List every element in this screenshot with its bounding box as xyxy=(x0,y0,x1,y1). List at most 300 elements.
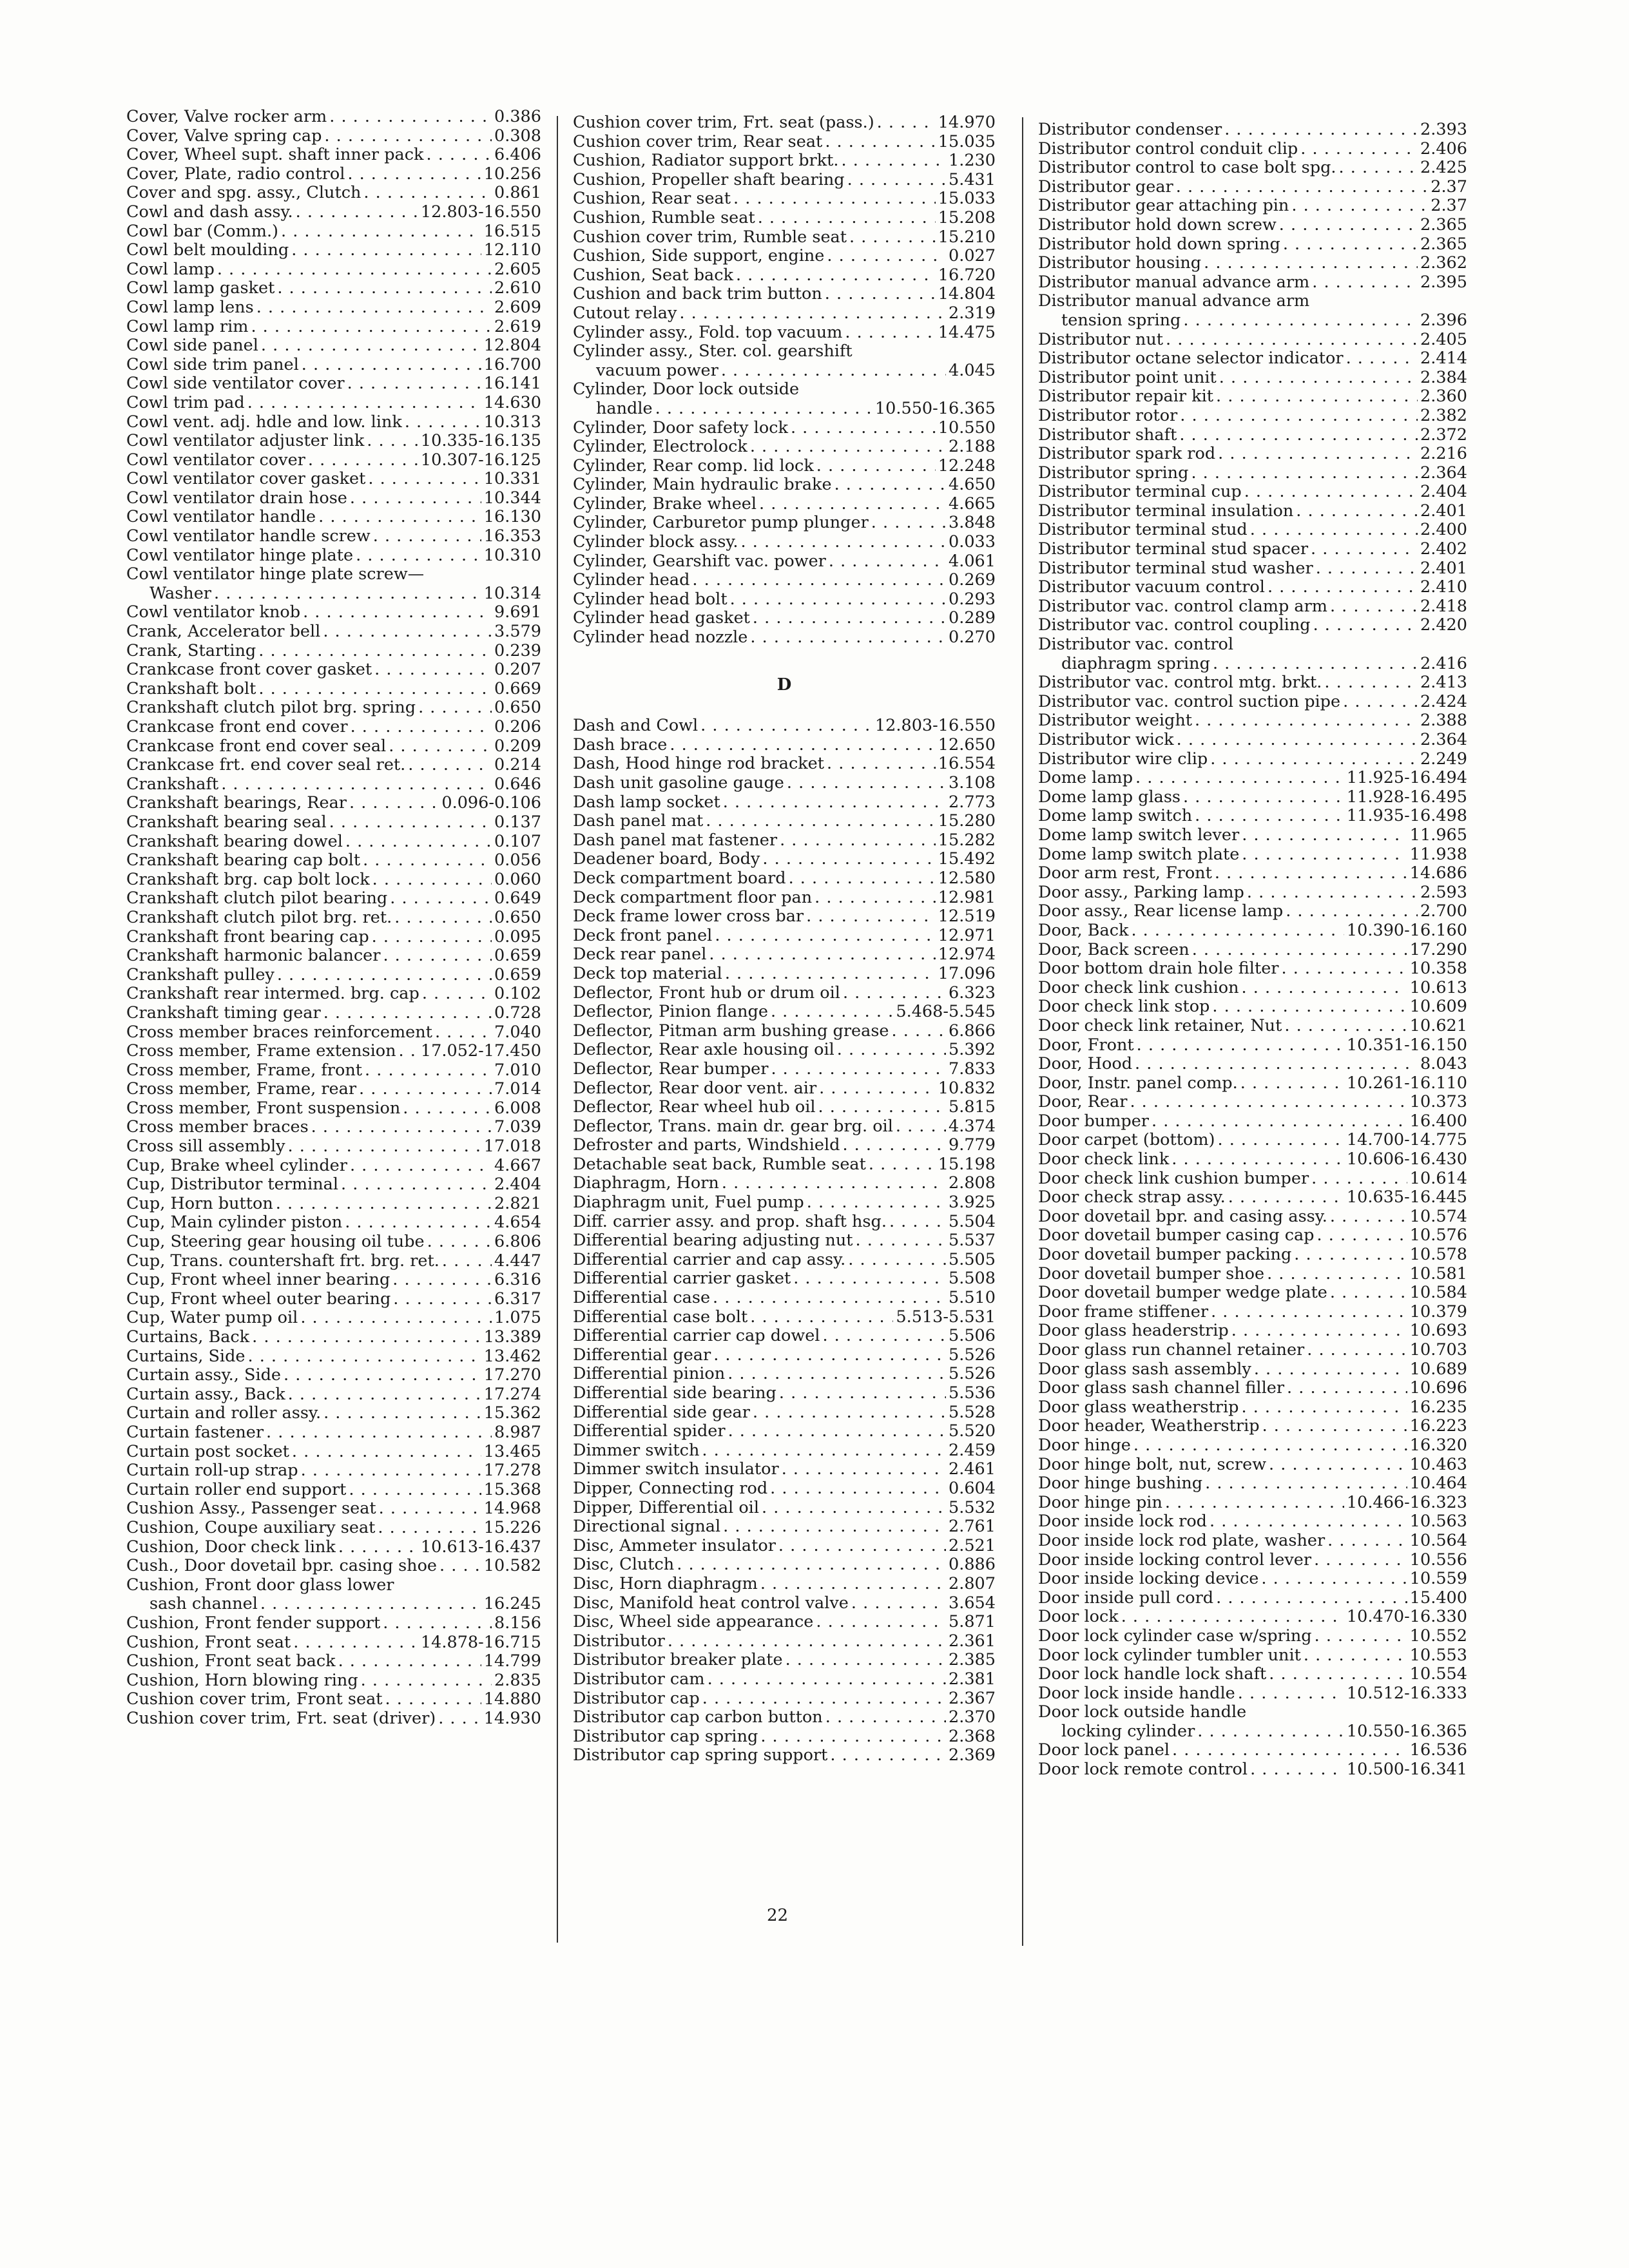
leader-dots xyxy=(830,1746,946,1765)
entry-term: Cushion cover trim, Frt. seat (driver) xyxy=(126,1708,436,1728)
entry-page-ref: 10.606-16.430 xyxy=(1346,1149,1467,1169)
entry-page-ref: 0.293 xyxy=(948,589,996,609)
index-entry xyxy=(573,495,996,514)
entry-page-ref: 2.414 xyxy=(1420,349,1467,369)
leader-dots xyxy=(1171,1150,1344,1169)
entry-term: Curtain roll-up strap xyxy=(126,1461,298,1481)
entry-page-ref: 10.613-16.437 xyxy=(420,1537,541,1557)
index-column-1 xyxy=(126,108,541,1728)
entry-term: Cushion cover trim, Frt. seat (pass.) xyxy=(573,113,874,132)
entry-term: Diaphragm, Horn xyxy=(573,1173,719,1193)
entry-page-ref: 2.835 xyxy=(494,1670,541,1690)
entry-term: Differential case xyxy=(573,1288,711,1308)
leader-dots xyxy=(1218,1131,1344,1150)
entry-term: handle xyxy=(596,398,653,418)
leader-dots xyxy=(260,1595,481,1614)
entry-term: Cushion cover trim, Rumble seat xyxy=(573,227,847,247)
entry-page-ref: 7.039 xyxy=(494,1117,541,1137)
leader-dots xyxy=(1316,559,1418,579)
leader-dots xyxy=(1262,1417,1407,1436)
index-entry xyxy=(573,552,996,572)
leader-dots xyxy=(825,1708,946,1727)
index-entry xyxy=(573,1555,996,1575)
entry-term: Crank, Starting xyxy=(126,640,256,660)
leader-dots xyxy=(1205,1474,1407,1494)
entry-term: Distributor spring xyxy=(1038,463,1189,483)
index-entry xyxy=(1038,769,1467,788)
index-entry xyxy=(126,108,541,127)
entry-page-ref: 7.833 xyxy=(948,1059,996,1079)
entry-page-ref: 6.317 xyxy=(494,1289,541,1309)
index-entry xyxy=(126,1004,541,1023)
leader-dots xyxy=(793,1269,946,1289)
leader-dots xyxy=(1268,578,1418,597)
entry-term: Distributor wick xyxy=(1038,730,1174,749)
index-entry xyxy=(1038,788,1467,807)
entry-term: Distributor shaft xyxy=(1038,425,1177,445)
leader-dots xyxy=(442,1252,492,1271)
index-entry xyxy=(1038,1036,1467,1055)
entry-page-ref: 5.513-5.531 xyxy=(896,1307,996,1327)
entry-page-ref: 15.033 xyxy=(938,189,996,209)
entry-term: Disc, Ammeter insulator xyxy=(573,1535,776,1555)
index-entry xyxy=(1038,521,1467,540)
index-entry xyxy=(126,356,541,375)
index-entry xyxy=(126,1080,541,1099)
entry-page-ref: 16.515 xyxy=(483,221,541,241)
leader-dots xyxy=(277,279,492,298)
entry-term: Cushion, Rumble seat xyxy=(573,207,755,227)
entry-term: Dash panel mat fastener xyxy=(573,830,778,850)
index-entry xyxy=(1038,1265,1467,1284)
entry-page-ref: 0.604 xyxy=(948,1478,996,1498)
entry-page-ref: 3.848 xyxy=(948,513,996,533)
index-entry xyxy=(573,285,996,304)
entry-page-ref: 14.700-14.775 xyxy=(1346,1130,1467,1150)
entry-page-ref: 12.110 xyxy=(483,240,541,260)
entry-term: Door lock cylinder tumbler unit xyxy=(1038,1645,1301,1665)
entry-term: Cup, Horn button xyxy=(126,1193,273,1213)
entry-page-ref: 6.866 xyxy=(948,1021,996,1041)
entry-term: Differential side bearing xyxy=(573,1383,776,1403)
leader-dots xyxy=(324,127,492,146)
index-entry xyxy=(1038,140,1467,159)
leader-dots xyxy=(1212,997,1407,1017)
entry-page-ref: 16.245 xyxy=(483,1594,541,1614)
index-entry xyxy=(573,1422,996,1441)
entry-page-ref: 2.413 xyxy=(1420,673,1467,693)
index-entry xyxy=(126,718,541,737)
entry-page-ref: 10.512-16.333 xyxy=(1346,1683,1467,1703)
leader-dots xyxy=(1204,254,1418,273)
entry-page-ref: 14.804 xyxy=(938,284,996,304)
leader-dots xyxy=(896,1117,946,1137)
index-entry xyxy=(126,527,541,546)
entry-page-ref: 0.056 xyxy=(494,850,541,870)
index-entry xyxy=(126,1175,541,1195)
entry-term: Cross member, Front suspension xyxy=(126,1098,401,1118)
index-entry xyxy=(1038,1474,1467,1494)
entry-page-ref: 2.761 xyxy=(948,1517,996,1537)
index-entry xyxy=(573,1689,996,1709)
entry-term: Cross member braces xyxy=(126,1117,309,1137)
index-entry xyxy=(573,1746,996,1765)
entry-page-ref: 17.018 xyxy=(483,1137,541,1157)
entry-page-ref: 11.925-16.494 xyxy=(1346,768,1467,788)
entry-term: Door bumper xyxy=(1038,1111,1149,1131)
leader-dots xyxy=(1130,1093,1407,1112)
index-entry xyxy=(573,889,996,908)
entry-page-ref: 2.396 xyxy=(1420,310,1467,330)
entry-page-ref: 10.344 xyxy=(483,488,541,508)
leader-dots xyxy=(276,1195,492,1214)
entry-page-ref: 2.384 xyxy=(1420,367,1467,387)
index-entry xyxy=(573,209,996,228)
entry-page-ref: 0.096-0.106 xyxy=(441,793,541,813)
entry-term: Cowl side panel xyxy=(126,336,258,356)
entry-term: Cylinder head bolt xyxy=(573,589,728,609)
leader-dots xyxy=(791,419,936,438)
entry-page-ref: 2.459 xyxy=(948,1440,996,1460)
leader-dots xyxy=(849,228,936,247)
index-entry xyxy=(573,1193,996,1213)
index-entry xyxy=(573,1174,996,1193)
entry-term: Cushion, Front seat xyxy=(126,1632,291,1652)
entry-page-ref: 2.400 xyxy=(1420,520,1467,540)
entry-term: Deadener board, Body xyxy=(573,849,760,869)
entry-term: Crankshaft bearing cap bolt xyxy=(126,850,361,870)
entry-term: Distributor gear xyxy=(1038,177,1173,197)
index-entry xyxy=(1038,120,1467,140)
leader-dots xyxy=(825,133,935,152)
leader-dots xyxy=(368,470,481,489)
entry-term: Cup, Trans. countershaft frt. brg. ret. xyxy=(126,1251,439,1271)
entry-page-ref: 2.521 xyxy=(948,1535,996,1555)
leader-dots xyxy=(670,736,935,755)
leader-dots xyxy=(389,737,492,756)
entry-page-ref: 0.646 xyxy=(494,774,541,794)
entry-term: Crankcase front end cover xyxy=(126,717,348,736)
index-entry xyxy=(126,698,541,718)
index-entry xyxy=(573,1060,996,1079)
leader-dots xyxy=(827,247,946,266)
leader-dots xyxy=(383,947,492,966)
entry-term: Door check strap assy. xyxy=(1038,1187,1226,1207)
leader-dots xyxy=(668,1632,946,1651)
entry-term: Disc, Clutch xyxy=(573,1555,675,1575)
entry-page-ref: 0.214 xyxy=(494,755,541,775)
entry-page-ref: 10.463 xyxy=(1409,1454,1467,1474)
entry-term: Crank, Accelerator bell xyxy=(126,622,321,642)
entry-term: Cushion, Front seat back xyxy=(126,1651,336,1671)
index-entry xyxy=(573,533,996,552)
entry-page-ref: 2.402 xyxy=(1420,539,1467,559)
index-entry xyxy=(1038,921,1467,941)
index-entry xyxy=(1038,464,1467,483)
entry-page-ref: 12.974 xyxy=(938,945,996,965)
entry-term: Deflector, Front hub or drum oil xyxy=(573,983,840,1003)
index-entry xyxy=(126,603,541,622)
leader-dots xyxy=(818,1098,946,1117)
entry-term: Cowl ventilator handle screw xyxy=(126,526,371,546)
leader-dots xyxy=(807,1193,946,1213)
index-entry xyxy=(1038,1283,1467,1303)
entry-term: Cover, Wheel supt. shaft inner pack xyxy=(126,145,424,165)
leader-dots xyxy=(1210,750,1418,769)
leader-dots xyxy=(786,1651,946,1670)
entry-term: Door glass run channel retainer xyxy=(1038,1340,1305,1360)
leader-dots xyxy=(1195,711,1418,731)
index-entry xyxy=(573,247,996,266)
leader-dots xyxy=(266,1423,492,1443)
entry-term: Cowl ventilator handle xyxy=(126,507,316,527)
leader-dots xyxy=(1284,1017,1407,1036)
entry-term: Cylinder head gasket xyxy=(573,608,750,628)
index-entry xyxy=(1038,1760,1467,1780)
index-entry xyxy=(1038,693,1467,712)
entry-page-ref: 5.505 xyxy=(948,1249,996,1269)
index-entry xyxy=(573,609,996,628)
entry-term: Differential case bolt xyxy=(573,1307,748,1327)
entry-term: Distributor vac. control coupling xyxy=(1038,615,1311,635)
leader-dots xyxy=(1327,1532,1407,1551)
entry-term: sash channel xyxy=(149,1594,258,1614)
index-entry xyxy=(126,1461,541,1481)
entry-page-ref: 6.316 xyxy=(494,1270,541,1290)
index-entry xyxy=(126,1404,541,1423)
leader-dots xyxy=(303,603,492,622)
entry-page-ref: 17.278 xyxy=(483,1461,541,1481)
leader-dots xyxy=(378,1519,481,1538)
leader-dots xyxy=(1330,1283,1407,1303)
entry-page-ref: 10.331 xyxy=(483,469,541,489)
index-entry xyxy=(1038,311,1467,331)
entry-page-ref: 10.584 xyxy=(1409,1283,1467,1303)
index-entry xyxy=(573,1269,996,1289)
index-entry xyxy=(126,1157,541,1176)
entry-term: Crankshaft clutch pilot bearing xyxy=(126,889,388,908)
entry-term: Cylinder, Carburetor pump plunger xyxy=(573,513,869,533)
index-entry xyxy=(1038,1589,1467,1608)
leader-dots xyxy=(753,609,946,628)
leader-dots xyxy=(1180,407,1418,426)
entry-page-ref: 5.504 xyxy=(948,1211,996,1231)
entry-page-ref: 2.188 xyxy=(948,437,996,457)
index-entry xyxy=(126,279,541,298)
entry-page-ref: 16.130 xyxy=(483,507,541,527)
index-entry xyxy=(1038,807,1467,826)
leader-dots xyxy=(725,965,936,984)
leader-dots xyxy=(392,1271,492,1290)
entry-page-ref: 16.536 xyxy=(1409,1740,1467,1760)
index-entry xyxy=(1038,426,1467,445)
entry-page-ref: 14.630 xyxy=(483,392,541,412)
index-column-2 xyxy=(573,113,996,1765)
entry-page-ref: 2.425 xyxy=(1420,158,1467,178)
index-entry xyxy=(126,1099,541,1119)
entry-term: Distributor spark rod xyxy=(1038,444,1216,464)
index-entry xyxy=(126,1671,541,1691)
index-entry xyxy=(126,1443,541,1462)
leader-dots xyxy=(323,622,492,642)
leader-dots xyxy=(770,1479,946,1499)
index-entry xyxy=(1038,559,1467,579)
entry-term: Door check link cushion bumper xyxy=(1038,1168,1309,1188)
leader-dots xyxy=(1179,426,1418,445)
entry-page-ref: 10.358 xyxy=(1409,959,1467,979)
entry-term: Dash, Hood hinge rod bracket xyxy=(573,754,825,774)
entry-term: Distributor hold down screw xyxy=(1038,215,1277,235)
leader-dots xyxy=(722,1174,946,1193)
leader-dots xyxy=(692,571,946,590)
entry-page-ref: 10.576 xyxy=(1409,1225,1467,1245)
leader-dots xyxy=(750,1308,893,1327)
leader-dots xyxy=(252,1328,481,1347)
index-entry xyxy=(573,1346,996,1365)
leader-dots xyxy=(383,1614,492,1633)
leader-dots xyxy=(730,590,946,610)
entry-term: Differential gear xyxy=(573,1345,711,1365)
entry-term: Crankshaft bearing seal xyxy=(126,812,327,832)
entry-term: Cup, Main cylinder piston xyxy=(126,1213,343,1233)
leader-dots xyxy=(1218,445,1418,464)
entry-term: Door dovetail bumper packing xyxy=(1038,1245,1292,1265)
entry-term: Dome lamp switch xyxy=(1038,806,1193,826)
entry-term: Cowl lamp xyxy=(126,259,215,279)
entry-page-ref: 10.466-16.323 xyxy=(1346,1492,1467,1512)
index-entry xyxy=(573,133,996,152)
index-entry xyxy=(573,590,996,610)
index-entry xyxy=(1038,502,1467,521)
entry-page-ref: 14.878-16.715 xyxy=(420,1632,541,1652)
index-entry xyxy=(573,266,996,285)
entry-term: Door assy., Parking lamp xyxy=(1038,882,1244,902)
leader-dots xyxy=(1135,1055,1418,1074)
index-entry xyxy=(1038,1321,1467,1341)
leader-dots xyxy=(848,1251,946,1270)
entry-page-ref: 3.108 xyxy=(948,773,996,793)
index-entry xyxy=(573,571,996,590)
entry-page-ref: 9.691 xyxy=(494,602,541,622)
entry-term: Cross member, Frame, rear xyxy=(126,1079,357,1099)
leader-dots xyxy=(1269,1456,1407,1475)
index-entry xyxy=(126,318,541,337)
index-entry xyxy=(1038,1188,1467,1207)
entry-term: Crankcase front cover gasket xyxy=(126,660,372,680)
entry-term: Door inside locking control lever xyxy=(1038,1550,1312,1570)
entry-term: Detachable seat back, Rumble seat xyxy=(573,1154,866,1174)
index-entry xyxy=(1038,1074,1467,1093)
entry-term: Distributor terminal stud spacer xyxy=(1038,539,1309,559)
entry-page-ref: 2.365 xyxy=(1420,234,1467,254)
entry-page-ref: 11.935-16.498 xyxy=(1346,806,1467,826)
index-entry xyxy=(126,1042,541,1061)
leader-dots xyxy=(349,794,439,813)
index-entry xyxy=(573,476,996,495)
index-entry xyxy=(126,851,541,870)
column-divider xyxy=(1022,117,1023,1946)
leader-dots xyxy=(713,1289,946,1308)
leader-dots xyxy=(750,628,946,648)
leader-dots xyxy=(1172,1741,1407,1760)
entry-term: Door glass sash channel filler xyxy=(1038,1378,1285,1398)
leader-dots xyxy=(1228,1188,1344,1207)
index-entry xyxy=(126,336,541,356)
entry-page-ref: 15.400 xyxy=(1409,1588,1467,1608)
leader-dots xyxy=(296,203,418,222)
index-entry-heading: Distributor vac. control xyxy=(1038,635,1234,655)
leader-dots xyxy=(1247,883,1418,903)
index-entry xyxy=(573,1537,996,1556)
leader-dots xyxy=(753,1403,946,1423)
entry-term: Door lock handle lock shaft xyxy=(1038,1664,1267,1684)
index-entry xyxy=(1038,959,1467,979)
index-entry xyxy=(573,304,996,323)
leader-dots xyxy=(256,298,492,318)
leader-dots xyxy=(816,457,936,476)
entry-term: Deflector, Rear wheel hub oil xyxy=(573,1097,816,1117)
index-entry xyxy=(1038,273,1467,293)
index-entry xyxy=(573,812,996,831)
entry-term: Distributor cap carbon button xyxy=(573,1707,823,1727)
entry-page-ref: 2.395 xyxy=(1420,272,1467,292)
entry-term: Door, Hood xyxy=(1038,1054,1133,1074)
entry-page-ref: 5.526 xyxy=(948,1364,996,1384)
entry-page-ref: 10.373 xyxy=(1409,1092,1467,1112)
index-entry xyxy=(126,241,541,260)
entry-page-ref: 2.401 xyxy=(1420,558,1467,578)
index-entry xyxy=(1038,1398,1467,1418)
entry-page-ref: 11.928-16.495 xyxy=(1346,787,1467,807)
entry-term: Differential pinion xyxy=(573,1364,726,1384)
entry-page-ref: 10.307-16.125 xyxy=(420,450,541,470)
leader-dots xyxy=(842,151,946,171)
index-entry xyxy=(1038,1512,1467,1532)
leader-dots xyxy=(845,323,935,343)
leader-dots xyxy=(1183,788,1344,807)
index-entry xyxy=(573,1308,996,1327)
leader-dots xyxy=(1269,1665,1407,1684)
index-entry xyxy=(1038,711,1467,731)
index-entry xyxy=(573,907,996,927)
entry-page-ref: 5.392 xyxy=(948,1040,996,1060)
entry-term: Distributor vac. control suction pipe xyxy=(1038,691,1341,711)
entry-page-ref: 10.464 xyxy=(1409,1474,1467,1494)
index-entry xyxy=(126,775,541,794)
index-entry xyxy=(573,1403,996,1423)
index-entry xyxy=(1038,655,1467,674)
entry-page-ref: 15.362 xyxy=(483,1403,541,1423)
entry-term: Crankshaft clutch pilot brg. spring xyxy=(126,698,416,718)
leader-dots xyxy=(1216,1589,1407,1608)
index-entry xyxy=(573,1727,996,1747)
index-entry xyxy=(126,432,541,451)
entry-page-ref: 4.447 xyxy=(494,1251,541,1271)
entry-page-ref: 4.374 xyxy=(948,1116,996,1136)
entry-term: Cross member braces reinforcement xyxy=(126,1022,432,1042)
entry-page-ref: 5.506 xyxy=(948,1326,996,1346)
leader-dots xyxy=(871,514,946,533)
entry-term: Door lock panel xyxy=(1038,1740,1170,1760)
entry-term: Deflector, Pitman arm bushing grease xyxy=(573,1021,889,1041)
entry-term: Curtain assy., Side xyxy=(126,1365,282,1385)
entry-page-ref: 0.137 xyxy=(494,812,541,832)
entry-term: Cushion Assy., Passenger seat xyxy=(126,1499,376,1519)
index-entry xyxy=(1038,578,1467,597)
entry-term: locking cylinder xyxy=(1061,1721,1195,1741)
entry-term: Deflector, Rear door vent. air xyxy=(573,1078,817,1098)
index-column-3 xyxy=(1038,120,1467,1780)
